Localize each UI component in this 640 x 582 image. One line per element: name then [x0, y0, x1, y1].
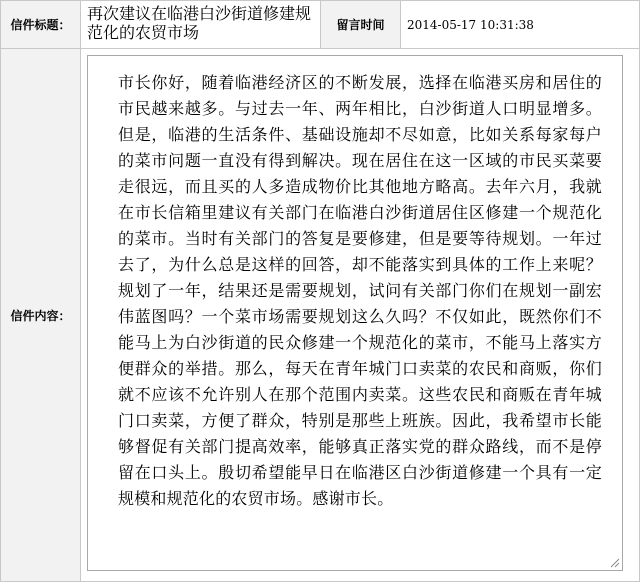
- content-label: 信件内容：: [1, 49, 81, 581]
- resize-grip-icon[interactable]: [608, 556, 620, 568]
- title-label: 信件标题：: [1, 1, 81, 48]
- content-textarea[interactable]: [87, 55, 623, 571]
- content-text: 市长你好，随着临港经济区的不断发展，选择在临港买房和居住的市民越来越多。与过去一年、两年相比，白沙街道人口明显增多。但是，临港的生活条件、基础设施却不尽如意，比如关系每家每户的菜市问题一直没有得到解决。现在居住在这一区域的市民买菜要走很远，而且买的人多造成物价比其他地方略高。去年六月，我就在市长信箱里建议有关部门在临港白沙街道居住区修建一个规范化的菜市。当时有关部门的答复是要修建，但是要等待规划。一年过去了，为什么总是这样的回答，却不能落实到具体的工作上来呢？规划了一年，结果还是需要规划，试问有关部门你们在规划一副宏伟蓝图吗？一个菜市场需要规划这么久吗？不仅如此，既然你们不能马上为白沙街道的民众修建一个规范化的菜市，不能马上落实方便群众的举措。那么，每天在青年城门口卖菜的农民和商贩，你们就不应该不允许别人在那个范围内卖菜。这些农民和商贩在青年城门口卖菜，方便了群众，特别是那些上班族。因此，我希望市长能够督促有关部门提高效率，能够真正落实党的群众路线，而不是停留在口头上。殷切希望能早日在临港区白沙街道修建一个具有一定规模和规范化的农贸市场。感谢市长。: [118, 73, 602, 508]
- header-row: [1, 1, 639, 49]
- time-label: 留言时间: [321, 1, 401, 48]
- title-value: 再次建议在临港白沙街道修建规范化的农贸市场: [81, 1, 321, 48]
- content-row: [1, 49, 639, 581]
- time-value: 2014-05-17 10:31:38: [407, 17, 534, 32]
